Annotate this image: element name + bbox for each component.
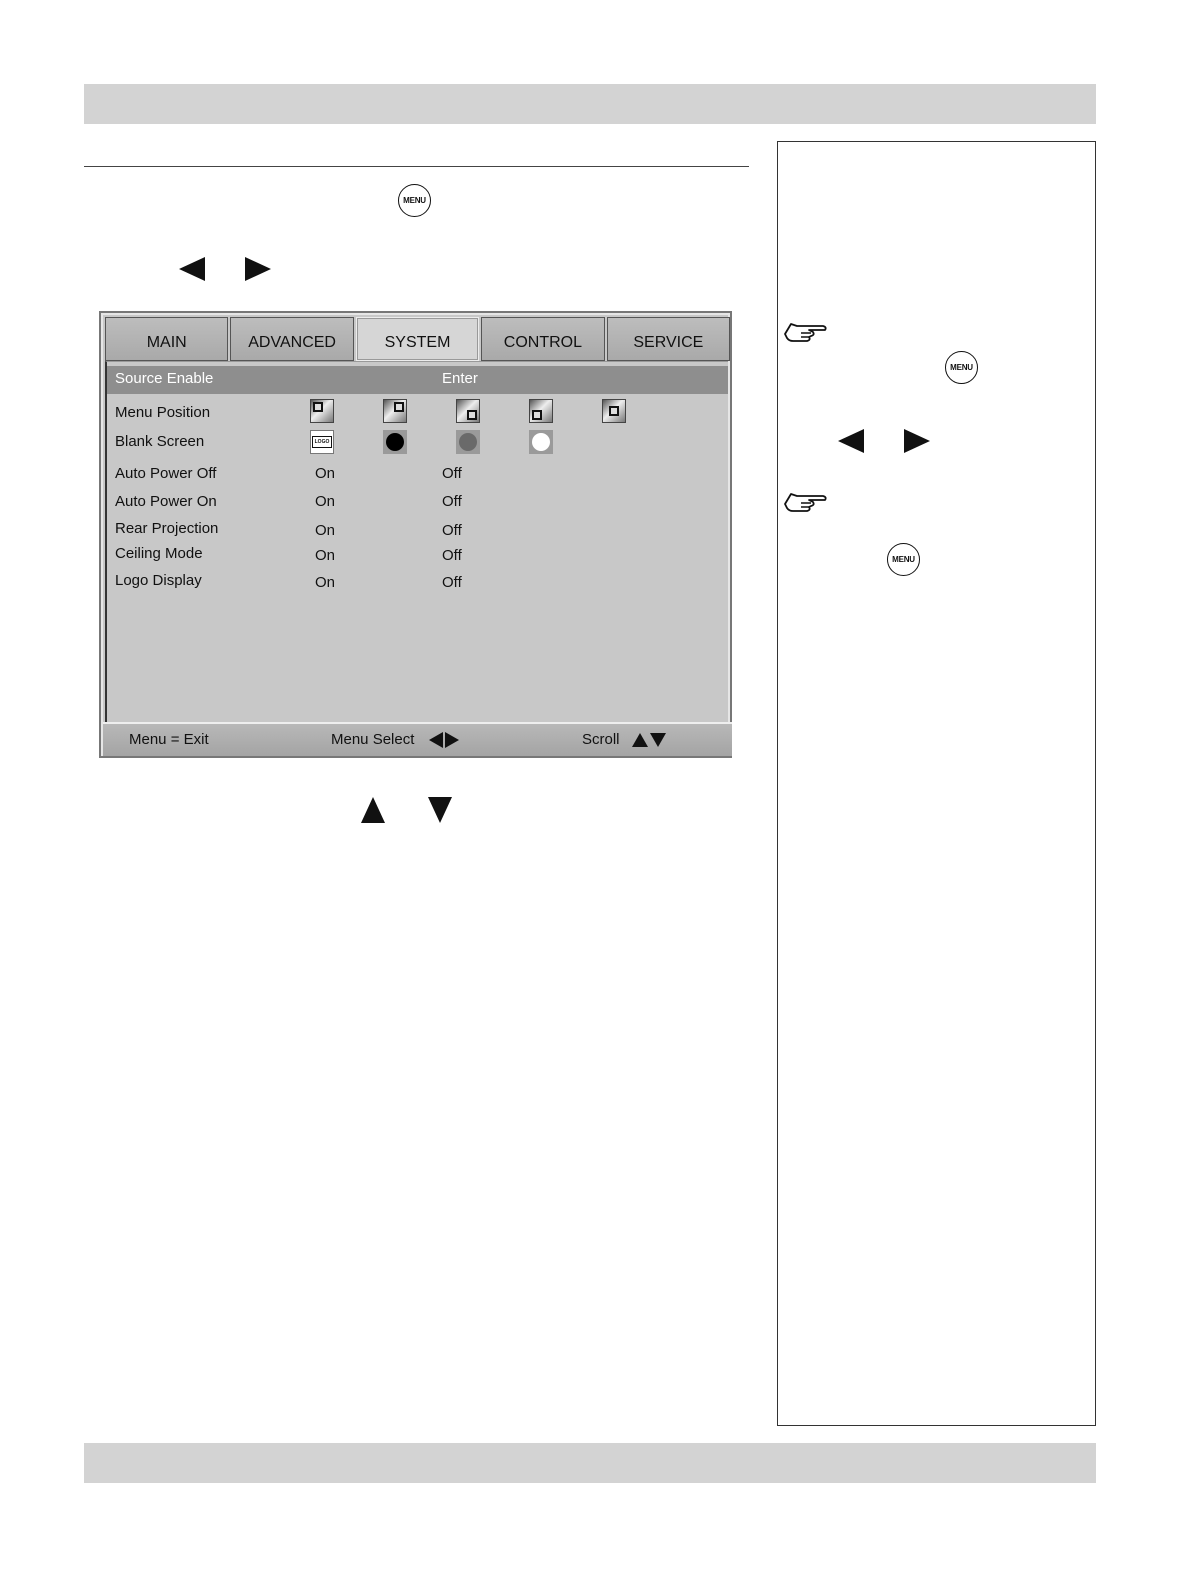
row-label: Logo Display bbox=[115, 572, 202, 589]
right-arrow-icon bbox=[904, 429, 930, 453]
down-arrow-icon bbox=[650, 733, 666, 747]
menu-button-icon: MENU bbox=[945, 351, 978, 384]
row-rear-projection[interactable] bbox=[107, 516, 728, 542]
row-label: Rear Projection bbox=[115, 520, 219, 537]
off-option[interactable]: Off bbox=[442, 547, 462, 564]
right-arrow-icon bbox=[245, 257, 271, 281]
row-label: Source Enable bbox=[115, 370, 214, 387]
tab-main[interactable]: MAIN bbox=[105, 317, 228, 361]
osd-rows bbox=[105, 361, 728, 722]
menu-button-icon: MENU bbox=[398, 184, 431, 217]
left-arrow-icon bbox=[838, 429, 864, 453]
row-label: Ceiling Mode bbox=[115, 545, 203, 562]
tab-control[interactable]: CONTROL bbox=[481, 317, 604, 361]
on-option[interactable]: On bbox=[315, 574, 336, 591]
header-band bbox=[84, 84, 1096, 124]
bottom-left-position-icon[interactable] bbox=[529, 399, 553, 423]
row-logo-display[interactable] bbox=[107, 568, 728, 594]
off-option[interactable]: Off bbox=[442, 493, 462, 510]
right-arrow-icon bbox=[445, 732, 459, 748]
pointing-hand-icon bbox=[783, 320, 829, 344]
row-auto-power-off[interactable] bbox=[107, 461, 728, 487]
off-option[interactable]: Off bbox=[442, 522, 462, 539]
footer-band bbox=[84, 1443, 1096, 1483]
up-arrow-icon bbox=[361, 797, 385, 823]
row-auto-power-on[interactable] bbox=[107, 489, 728, 515]
row-label: Menu Position bbox=[115, 404, 211, 421]
white-screen-icon[interactable] bbox=[529, 430, 553, 454]
osd-tab-bar bbox=[105, 317, 730, 361]
black-screen-icon[interactable] bbox=[383, 430, 407, 454]
osd-status-bar bbox=[103, 722, 732, 756]
left-arrow-icon bbox=[429, 732, 443, 748]
pointing-hand-icon bbox=[783, 490, 829, 514]
scroll-hint: Scroll bbox=[582, 731, 666, 748]
on-option[interactable]: On bbox=[315, 465, 336, 482]
on-option[interactable]: On bbox=[315, 547, 336, 564]
menu-button-icon: MENU bbox=[887, 543, 920, 576]
top-left-position-icon[interactable] bbox=[310, 399, 334, 423]
off-option[interactable]: Off bbox=[442, 574, 462, 591]
row-label: Blank Screen bbox=[115, 433, 205, 450]
center-position-icon[interactable] bbox=[602, 399, 626, 423]
on-option[interactable]: On bbox=[315, 493, 336, 510]
row-label: Auto Power Off bbox=[115, 465, 217, 482]
top-right-position-icon[interactable] bbox=[383, 399, 407, 423]
row-menu-position[interactable] bbox=[107, 396, 728, 428]
bottom-right-position-icon[interactable] bbox=[456, 399, 480, 423]
section-rule bbox=[84, 166, 749, 167]
up-arrow-icon bbox=[632, 733, 648, 747]
on-option[interactable]: On bbox=[315, 522, 336, 539]
logo-icon[interactable]: LOGO bbox=[310, 430, 334, 454]
row-label: Auto Power On bbox=[115, 493, 217, 510]
exit-hint: Menu = Exit bbox=[129, 731, 209, 748]
tab-system[interactable]: SYSTEM bbox=[356, 317, 479, 361]
off-option[interactable]: Off bbox=[442, 465, 462, 482]
osd-menu bbox=[99, 311, 732, 758]
row-ceiling-mode[interactable] bbox=[107, 541, 728, 567]
row-source-enable[interactable] bbox=[107, 366, 728, 394]
tab-service[interactable]: SERVICE bbox=[607, 317, 730, 361]
left-arrow-icon bbox=[179, 257, 205, 281]
menu-select-hint: Menu Select bbox=[331, 731, 459, 748]
tab-advanced[interactable]: ADVANCED bbox=[230, 317, 353, 361]
gray-screen-icon[interactable] bbox=[456, 430, 480, 454]
down-arrow-icon bbox=[428, 797, 452, 823]
enter-option[interactable]: Enter bbox=[442, 370, 478, 387]
row-blank-screen[interactable] bbox=[107, 426, 728, 456]
